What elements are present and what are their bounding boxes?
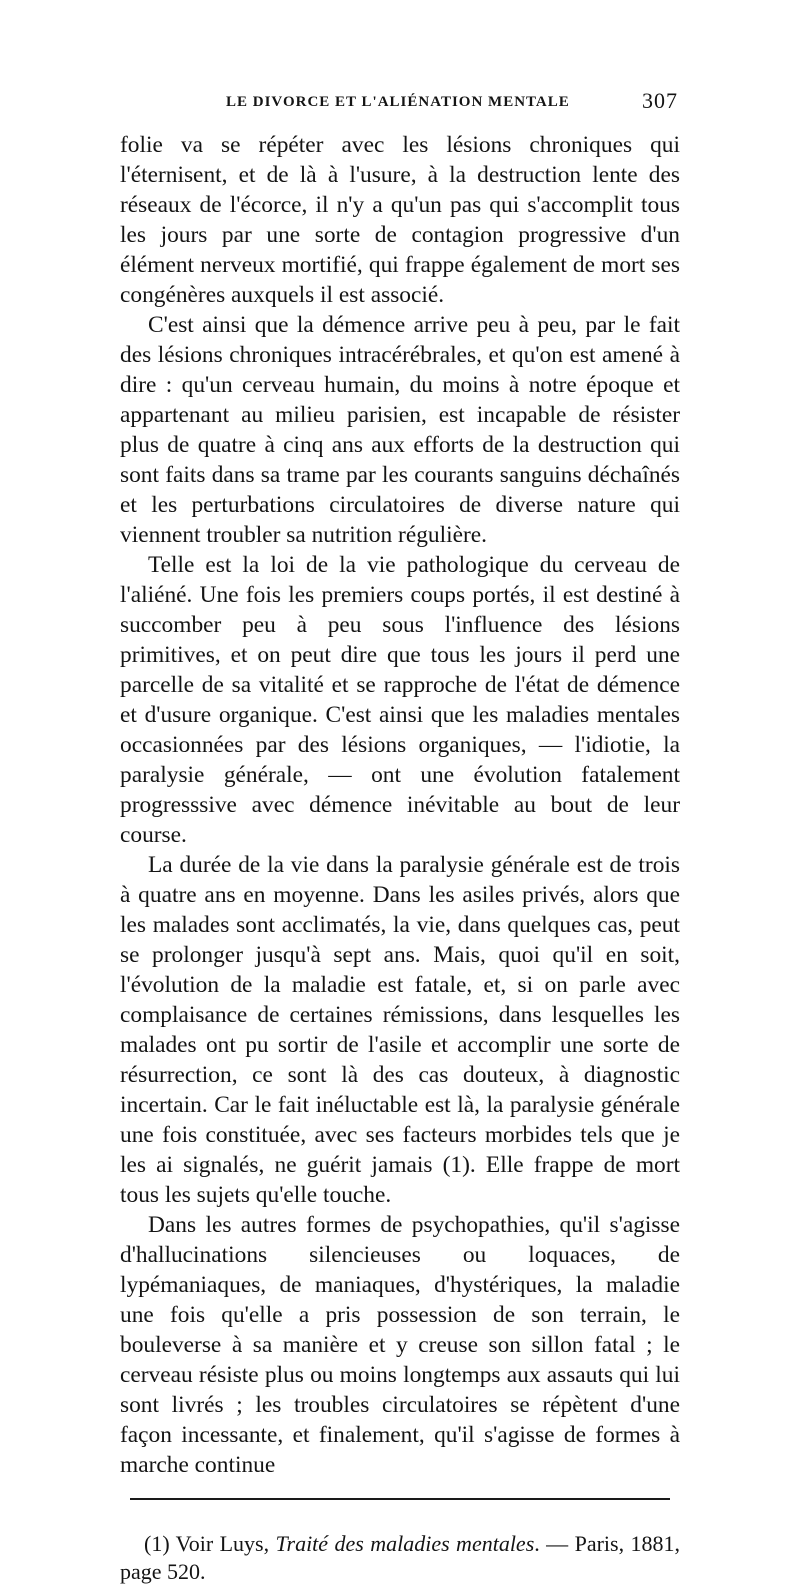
paragraph: Telle est la loi de la vie pathologique du cerveau de l'aliéné. Une fois les premiers coups portés, il est destiné à succomber peu à peu sous l'influence des lésions primitives, et on peut dire que tous les jours il perd une parcelle de sa vitalité et se rapproche de l'état de démence et d'usure organique. C'est ainsi que les maladies mentales occasionnées par des lésions organiques, — l'idiotie, la paralysie générale, — ont une évolution fatalement progresssive avec démence inévitable au bout de leur course. (120, 552, 680, 848)
paragraph-continuation: folie va se répéter avec les lésions chroniques qui l'éternisent, et de là à l'usure, à la destruction lente des réseaux de l'écorce, il n'y a qu'un pas qui s'accomplit tous les jours par une sorte de contagion progressive d'un élément nerveux mortifié, qui frappe également de mort ses congénères auxquels il est associé. (120, 132, 680, 308)
footnote (120, 1530, 680, 1586)
footnote-cited-title: Traité des maladies mentales (275, 1531, 535, 1556)
running-title: LE DIVORCE ET L'ALIÉNATION MENTALE (226, 94, 570, 110)
paragraph: Dans les autres formes de psychopathies, qu'il s'agisse d'hallucinations silencieuses ou loquaces, de lypémaniaques, de maniaques, d'hystériques, la maladie une fois qu'elle a pris possession de son terrain, le bouleverse à sa manière et y creuse son sillon fatal ; le cerveau résiste plus ou moins longtemps aux assauts qui lui sont livrés ; les troubles circulatoires se répètent d'une façon incessante, et finalement, qu'il s'agisse de formes à marche continue (120, 1212, 680, 1478)
body-text (120, 130, 680, 1480)
page-number: 307 (642, 88, 678, 113)
running-head (120, 88, 680, 120)
footnote-marker: (1) Voir Luys, (144, 1531, 276, 1556)
paragraph: La durée de la vie dans la paralysie générale est de trois à quatre ans en moyenne. Dans les asiles privés, alors que les malades sont acclimatés, la vie, dans quelques cas, peut se prolonger jusqu'à sept ans. Mais, quoi qu'il en soit, l'évolution de la maladie est fatale, et, si on parle avec complaisance de certaines rémissions, dans lesquelles les malades ont pu sortir de l'asile et accomplir une sorte de résurrection, ce sont là des cas douteux, à diagnostic incertain. Car le fait inéluctable est là, la paralysie générale une fois constituée, avec ses facteurs morbides tels que je les ai signalés, ne guérit jamais (1). Elle frappe de mort tous les sujets qu'elle touche. (120, 852, 680, 1208)
footnote-divider (130, 1498, 670, 1500)
paragraph: C'est ainsi que la démence arrive peu à peu, par le fait des lésions chroniques intracérébrales, et qu'on est amené à dire : qu'un cerveau humain, du moins à notre époque et appartenant au milieu parisien, est incapable de résister plus de quatre à cinq ans aux efforts de la destruction qui sont faits dans sa trame par les courants sanguins déchaînés et les perturbations circulatoires de diverse nature qui viennent troubler sa nutrition régulière. (120, 312, 680, 548)
footnote-citation-details: . — Paris, 1881, page 520. (120, 1531, 681, 1584)
book-page (120, 88, 680, 1586)
